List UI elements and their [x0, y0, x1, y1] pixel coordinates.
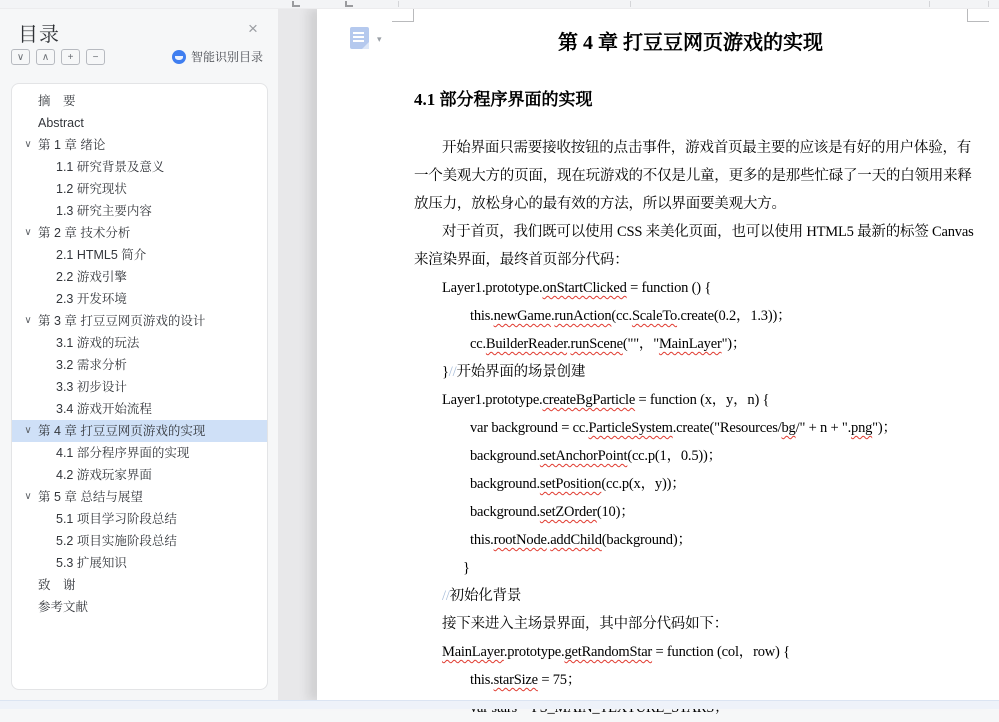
- toc-item[interactable]: [12, 288, 267, 310]
- toc-item-label: 3.1 游戏的玩法: [56, 336, 140, 350]
- text-segment: this.: [470, 672, 494, 688]
- toc-item-label: 3.2 需求分析: [56, 358, 127, 372]
- text-line: [414, 218, 974, 246]
- toc-item-label: 第 5 章 总结与展望: [38, 490, 143, 504]
- chevron-up-button[interactable]: [36, 49, 55, 65]
- spellcheck-flagged-text: createBgParticle: [542, 392, 636, 408]
- text-segment: Layer1.prototype.: [442, 280, 543, 296]
- text-segment: (cc.p(1，0.5))；: [627, 448, 722, 464]
- text-segment: = function () {: [626, 280, 712, 296]
- toc-item-label: 摘 要: [38, 94, 76, 108]
- toc-item[interactable]: [12, 354, 267, 376]
- page-content: [414, 8, 974, 722]
- toc-item-label: 第 4 章 打豆豆网页游戏的实现: [38, 424, 206, 438]
- text-segment: = 75；: [537, 672, 582, 688]
- text-segment: var background = cc.: [470, 420, 589, 436]
- text-line: [414, 498, 967, 526]
- toc-item-label: 5.1 项目学习阶段总结: [56, 512, 177, 526]
- toc-item[interactable]: [12, 398, 267, 420]
- spellcheck-flagged-text: onStartClicked: [542, 280, 627, 296]
- spellcheck-flagged-text: newGame: [493, 308, 551, 324]
- toc-toolbar: [11, 49, 105, 67]
- toc-item[interactable]: [12, 508, 267, 530]
- toc-item-label: 4.1 部分程序界面的实现: [56, 446, 190, 460]
- toc-item[interactable]: [12, 552, 267, 574]
- spellcheck-flagged-text: ScaleTo: [631, 308, 678, 324]
- spellcheck-flagged-text: runAction: [554, 308, 612, 324]
- text-segment: 来渲染界面，最终首页部分代码：: [414, 252, 629, 268]
- toc-item-label: 第 3 章 打豆豆网页游戏的设计: [38, 314, 206, 328]
- toc-item[interactable]: [12, 420, 267, 442]
- toc-item[interactable]: [12, 244, 267, 266]
- toc-item-label: 5.3 扩展知识: [56, 556, 127, 570]
- text-line: [414, 190, 967, 218]
- smart-toc-button[interactable]: [172, 48, 263, 65]
- toc-item-label: 2.3 开发环境: [56, 292, 127, 306]
- toc-list: [11, 83, 268, 690]
- chevron-down-icon[interactable]: ∨: [24, 425, 32, 436]
- toc-item[interactable]: [12, 200, 267, 222]
- toolbar-fragment-icon: [292, 1, 300, 7]
- spellcheck-flagged-text: BuilderReader: [485, 336, 568, 352]
- chevron-down-icon[interactable]: ∨: [24, 227, 32, 238]
- chevron-down-icon[interactable]: ∨: [24, 491, 32, 502]
- plus-button[interactable]: [61, 49, 80, 65]
- chevron-down-icon: ∨: [16, 52, 25, 63]
- text-segment: this.: [470, 308, 494, 324]
- toolbar-divider: [929, 1, 930, 7]
- toc-item[interactable]: [12, 222, 267, 244]
- chevron-down-icon[interactable]: ∨: [24, 315, 32, 326]
- toc-item[interactable]: [12, 134, 267, 156]
- chapter-title: 第 4 章 打豆豆网页游戏的实现: [558, 32, 823, 54]
- chevron-down-button[interactable]: [11, 49, 30, 65]
- text-line: [414, 330, 967, 358]
- page-margin-mark-left: [392, 8, 414, 22]
- toc-item-label: 第 1 章 绪论: [38, 138, 106, 152]
- toc-item[interactable]: [12, 596, 267, 618]
- text-line: [414, 246, 967, 274]
- chevron-down-icon[interactable]: ∨: [24, 139, 32, 150]
- minus-button[interactable]: [86, 49, 105, 65]
- toc-item-label: 致 谢: [38, 578, 76, 592]
- close-icon[interactable]: ×: [248, 19, 258, 38]
- minus-icon: −: [92, 52, 99, 63]
- text-segment: /" + n + ".: [795, 420, 852, 436]
- text-segment: 开始界面只需要接收按钮的点击事件，游戏首页最主要的应该是有好的用户体验，有: [442, 140, 972, 156]
- text-segment: }: [442, 364, 449, 380]
- text-line: [414, 162, 972, 190]
- spellcheck-flagged-text: starSize: [493, 672, 538, 688]
- text-segment: .create(0.2，1.3))；: [677, 308, 792, 324]
- text-segment: .prototype.: [503, 644, 565, 660]
- toc-item-label: 2.1 HTML5 简介: [56, 248, 147, 262]
- toolbar-divider: [630, 1, 631, 7]
- toc-sidebar: [0, 8, 278, 701]
- spellcheck-flagged-text: setPosition: [539, 476, 602, 492]
- text-segment: this.: [470, 532, 494, 548]
- toc-item[interactable]: [12, 332, 267, 354]
- spellcheck-flagged-text: getRandomStar: [564, 644, 653, 660]
- text-segment: .: [546, 532, 551, 548]
- text-line: [414, 638, 967, 666]
- document-workspace: [278, 8, 999, 701]
- toc-item-label: 3.3 初步设计: [56, 380, 127, 394]
- text-segment: (background)；: [601, 532, 692, 548]
- toc-item-label: 5.2 项目实施阶段总结: [56, 534, 177, 548]
- text-line: [414, 134, 972, 162]
- text-segment: }: [463, 560, 470, 576]
- text-line: [414, 414, 967, 442]
- comment-slashes: //: [448, 364, 457, 380]
- toc-item-label: 1.3 研究主要内容: [56, 204, 152, 218]
- text-segment: = function (x，y，n) {: [635, 392, 770, 408]
- text-segment: (cc.: [611, 308, 632, 324]
- spellcheck-flagged-text: bg: [781, 420, 796, 436]
- toc-item[interactable]: [12, 266, 267, 288]
- document-page[interactable]: [317, 8, 999, 701]
- toc-item-label: 第 2 章 技术分析: [38, 226, 131, 240]
- text-line: [414, 470, 967, 498]
- smart-toc-label: 智能识别目录: [190, 50, 263, 64]
- text-segment: background.: [470, 476, 540, 492]
- text-segment: ")；: [872, 420, 897, 436]
- comment-slashes: //: [442, 588, 450, 604]
- spellcheck-flagged-text: ParticleSystem: [588, 420, 673, 436]
- toc-item[interactable]: [12, 178, 267, 200]
- text-line: [414, 386, 967, 414]
- spellcheck-flagged-text: MainLayer: [658, 336, 722, 352]
- toc-item[interactable]: [12, 90, 267, 112]
- text-segment: 对于首页，我们既可以使用 CSS 来美化页面，也可以使用 HTML5 最新的标签 Canvas: [442, 224, 974, 240]
- toc-item-label: 参考文献: [38, 600, 89, 614]
- text-segment: (""，": [622, 336, 659, 352]
- text-segment: background.: [470, 448, 540, 464]
- spellcheck-flagged-text: setAnchorPoint: [539, 448, 628, 464]
- text-line: [414, 442, 967, 470]
- text-segment: = function (col，row) {: [652, 644, 790, 660]
- toc-panel-title: 目录: [18, 24, 60, 46]
- toc-item-label: 1.1 研究背景及意义: [56, 160, 165, 174]
- toc-item[interactable]: [12, 574, 267, 596]
- text-line: [414, 666, 967, 694]
- section-heading: 4.1 部分程序界面的实现: [414, 90, 593, 109]
- toc-item-label: 1.2 研究现状: [56, 182, 127, 196]
- spellcheck-flagged-text: runScene: [570, 336, 623, 352]
- toc-item[interactable]: [12, 112, 267, 134]
- toc-item[interactable]: [12, 530, 267, 552]
- text-segment: .create("Resources/: [672, 420, 782, 436]
- text-segment: 放压力，放松身心的最有效的方法，所以界面要美观大方。: [414, 196, 786, 212]
- text-segment: background.: [470, 504, 540, 520]
- body-text: [414, 134, 974, 722]
- text-segment: cc.: [470, 336, 486, 352]
- text-line: [414, 582, 967, 610]
- page-toc-icon[interactable]: [350, 27, 369, 49]
- spellcheck-flagged-text: setZOrder: [539, 504, 597, 520]
- text-segment: .: [550, 308, 555, 324]
- text-segment: (cc.p(x，y))；: [601, 476, 686, 492]
- text-line: [414, 610, 967, 638]
- toc-item[interactable]: [12, 156, 267, 178]
- toc-item[interactable]: [12, 442, 267, 464]
- spellcheck-flagged-text: png: [851, 420, 873, 436]
- chevron-down-icon[interactable]: ▾: [377, 34, 382, 44]
- spellcheck-flagged-text: MainLayer: [442, 644, 504, 660]
- text-segment: .: [567, 336, 571, 352]
- text-segment: 接下来进入主场景界面，其中部分代码如下：: [442, 616, 728, 632]
- text-segment: Layer1.prototype.: [442, 392, 543, 408]
- text-line: [414, 302, 967, 330]
- toc-item-label: 3.4 游戏开始流程: [56, 402, 152, 416]
- text-segment: (10)；: [596, 504, 635, 520]
- toc-item[interactable]: [12, 376, 267, 398]
- text-segment: 一个美观大方的页面，现在玩游戏的不仅是儿童，更多的是那些忙碌了一天的白领用来释: [414, 168, 972, 184]
- text-line: [414, 358, 967, 386]
- toc-item-label: 2.2 游戏引擎: [56, 270, 127, 284]
- toolbar-fragment-icon: [345, 1, 353, 7]
- toc-item[interactable]: [12, 486, 267, 508]
- text-line: [414, 526, 967, 554]
- text-segment: ")；: [721, 336, 747, 352]
- spellcheck-flagged-text: addChild: [550, 532, 602, 548]
- toc-item[interactable]: [12, 310, 267, 332]
- toolbar-divider: [398, 1, 399, 7]
- text-segment: 初始化背景: [449, 588, 522, 604]
- toolbar-divider: [988, 1, 989, 7]
- text-segment: 开始界面的场景创建: [456, 364, 586, 380]
- ai-assistant-icon: [172, 50, 186, 64]
- toc-item-label: 4.2 游戏玩家界面: [56, 468, 152, 482]
- toc-item[interactable]: [12, 464, 267, 486]
- spellcheck-flagged-text: rootNode: [493, 532, 547, 548]
- text-line: [414, 554, 967, 582]
- text-line: [414, 274, 967, 302]
- page-margin-mark-right: [967, 8, 989, 22]
- status-bar: [0, 700, 999, 709]
- plus-icon: +: [67, 52, 74, 63]
- chevron-up-icon: ∧: [41, 52, 50, 63]
- window-top-strip: [0, 0, 999, 9]
- toc-item-label: Abstract: [38, 116, 84, 130]
